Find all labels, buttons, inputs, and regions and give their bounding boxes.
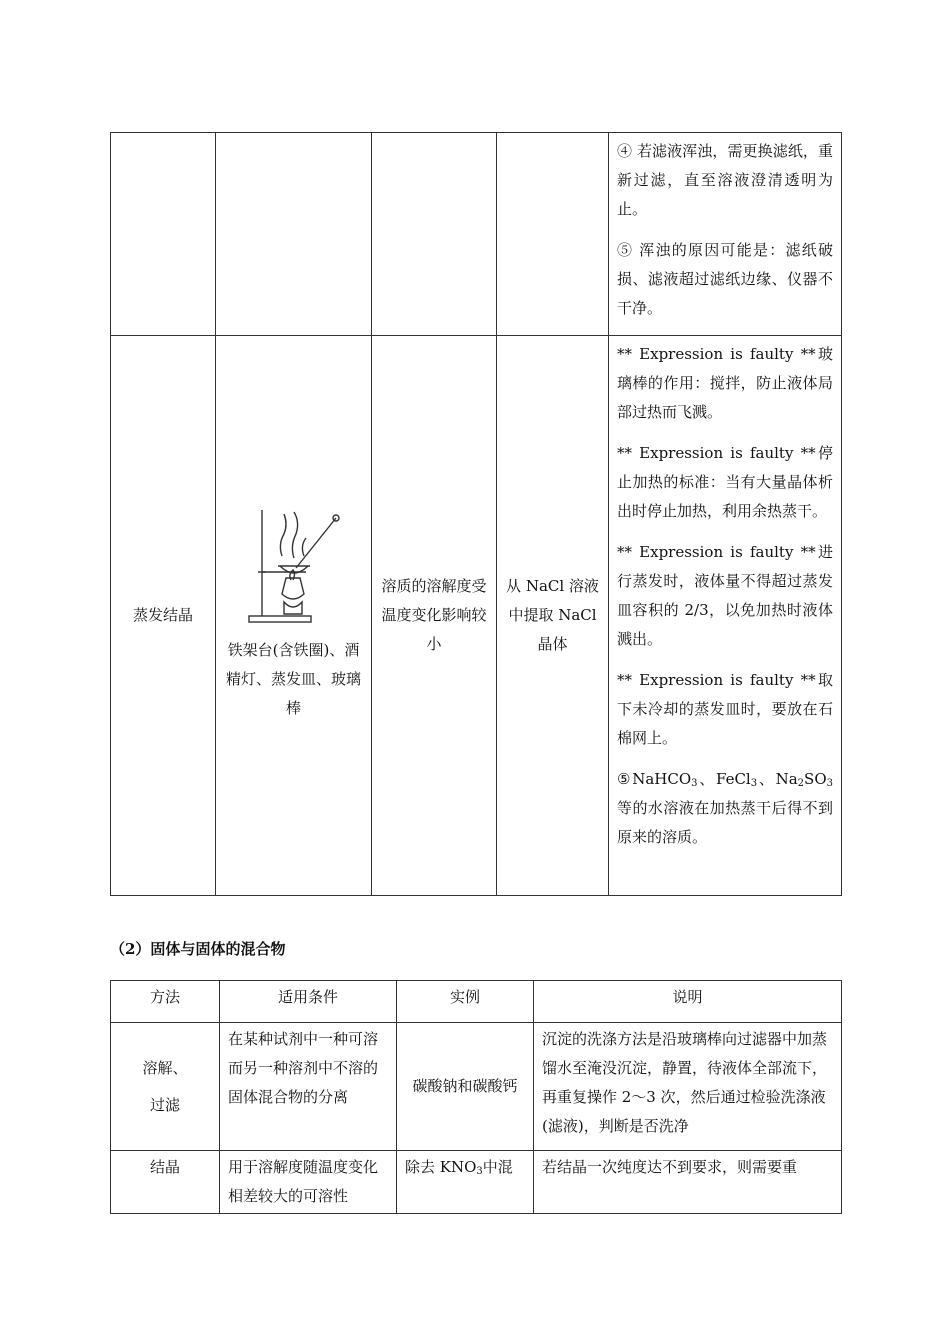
note-item: ④ 若滤液浑浊，需更换滤纸，重新过滤，直至溶液澄清透明为止。 (617, 142, 833, 218)
method-line: 过滤 (149, 1095, 180, 1114)
header-row (111, 981, 842, 1023)
condition-cell (372, 336, 497, 896)
note-item-formula: ⑤NaHCO3、FeCl3、Na2SO3等的水溶液在加热蒸干后得不到原来的溶质。 (617, 770, 833, 846)
condition-cell: 在某种试剂中一种可溶而另一种溶剂中不溶的固体混合物的分离 (220, 1023, 397, 1151)
table-row (111, 133, 842, 336)
column-header: 适用条件 (220, 981, 397, 1023)
note-item: ** Expression is faulty **停止加热的标准：当有大量晶体析出时停止加热，利用余热蒸干。 (617, 444, 833, 520)
method-cell (111, 133, 216, 336)
method-line: 溶解、 (142, 1058, 188, 1077)
method-cell (111, 1023, 220, 1151)
note-cell: 若结晶一次纯度达不到要求，则需要重 (534, 1151, 842, 1214)
column-header: 说明 (534, 981, 842, 1023)
example-cell (497, 133, 609, 336)
condition-text: 溶质的溶解度受温度变化影响较小 (381, 577, 487, 653)
example-cell: 除去 KNO3中混 (397, 1151, 534, 1214)
table-row (111, 1023, 842, 1151)
note-item: ⑤ 浑浊的原因可能是：滤纸破损、滤液超过滤纸边缘、仪器不干净。 (617, 241, 833, 317)
column-header: 方法 (111, 981, 220, 1023)
notes-cell (609, 336, 842, 896)
column-header: 实例 (397, 981, 534, 1023)
separation-table-solid (110, 980, 842, 1214)
method-label: 蒸发结晶 (132, 606, 193, 624)
note-item: ** Expression is faulty **玻璃棒的作用：搅拌，防止液体局部过热而飞溅。 (617, 345, 833, 421)
example-text: 从 NaCl 溶液中提取 NaCl 晶体 (506, 577, 599, 653)
table-row (111, 1151, 842, 1214)
example-cell: 碳酸钠和碳酸钙 (397, 1023, 534, 1151)
notes-cell (609, 133, 842, 336)
table-row (111, 336, 842, 896)
apparatus-cell (216, 133, 372, 336)
condition-cell: 用于溶解度随温度变化相差较大的可溶性 (220, 1151, 397, 1214)
apparatus-list: 铁架台(含铁圈)、酒精灯、蒸发皿、玻璃棒 (225, 641, 361, 717)
note-item: ** Expression is faulty **取下未冷却的蒸发皿时，要放在石棉网上。 (617, 671, 833, 747)
apparatus-cell (216, 336, 372, 896)
section-title: （2）固体与固体的混合物 (110, 940, 286, 958)
condition-cell (372, 133, 497, 336)
note-cell: 沉淀的洗涤方法是沿玻璃棒向过滤器中加蒸馏水至淹没沉淀，静置，待液体全部流下，再重复操作 2～3 次，然后通过检验洗涤液(滤液)，判断是否洗净 (534, 1023, 842, 1151)
method-cell: 结晶 (111, 1151, 220, 1214)
note-item: ** Expression is faulty **进行蒸发时，液体量不得超过蒸发皿容积的 2/3，以免加热时液体溅出。 (617, 543, 833, 648)
method-cell (111, 336, 216, 896)
evaporation-apparatus-illustration (244, 508, 344, 628)
separation-table-liquid (110, 132, 842, 896)
example-cell (497, 336, 609, 896)
